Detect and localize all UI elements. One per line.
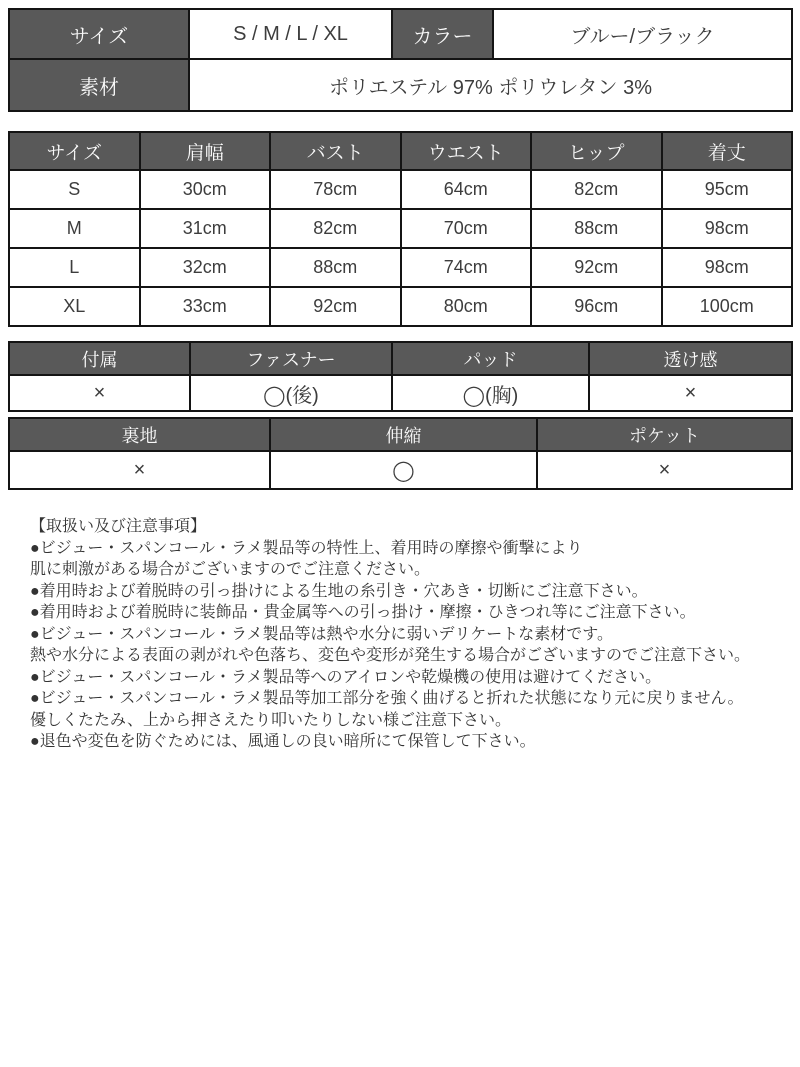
- color-value-cell: ブルー/ブラック: [493, 9, 792, 59]
- care-note-line: ●ビジュー・スパンコール・ラメ製品等へのアイロンや乾燥機の使用は避けてください。: [30, 668, 662, 686]
- measurements-header-cell: サイズ: [9, 132, 140, 170]
- material-value-cell: ポリエステル 97% ポリウレタン 3%: [189, 59, 792, 111]
- table-row: [9, 248, 792, 287]
- features-header-cell: 付属: [9, 342, 190, 375]
- measurements-header-cell: ウエスト: [401, 132, 532, 170]
- care-note-line: 優しくたたみ、上から押さえたり叩いたりしない様ご注意下さい。: [30, 711, 511, 729]
- features-header-cell: ファスナー: [190, 342, 392, 375]
- measurement-cell: 98cm: [662, 248, 793, 287]
- measurement-cell: 74cm: [401, 248, 532, 287]
- size-name-cell: XL: [9, 287, 140, 326]
- table-row: [9, 59, 792, 111]
- measurement-cell: 33cm: [140, 287, 271, 326]
- size-name-cell: L: [9, 248, 140, 287]
- measurement-cell: 78cm: [270, 170, 401, 209]
- measurement-cell: 64cm: [401, 170, 532, 209]
- measurement-cell: 96cm: [531, 287, 662, 326]
- features-header-cell: 透け感: [589, 342, 792, 375]
- measurement-cell: 32cm: [140, 248, 271, 287]
- measurement-cell: 70cm: [401, 209, 532, 248]
- features-table-b: [8, 417, 793, 490]
- measurement-cell: 95cm: [662, 170, 793, 209]
- features-header-row: [9, 418, 792, 451]
- measurements-header-cell: バスト: [270, 132, 401, 170]
- size-name-cell: M: [9, 209, 140, 248]
- care-notes-title: 【取扱い及び注意事項】: [30, 518, 207, 535]
- care-note-line: 熱や水分による表面の剥がれや色落ち、変色や変形が発生する場合がございますのでご注意下さい。: [30, 647, 751, 664]
- table-row: [9, 287, 792, 326]
- table-row: [9, 9, 792, 59]
- measurements-header-row: [9, 132, 792, 170]
- measurement-cell: 88cm: [531, 209, 662, 248]
- feature-value-cell: ×: [9, 451, 270, 489]
- features-header-cell: パッド: [392, 342, 589, 375]
- feature-value-cell: ◯: [270, 451, 537, 489]
- feature-value-cell: ×: [537, 451, 792, 489]
- measurements-header-cell: 肩幅: [140, 132, 271, 170]
- size-name-cell: S: [9, 170, 140, 209]
- care-note-line: ●着用時および着脱時に装飾品・貴金属等への引っ掛け・摩擦・ひきつれ等にご注意下さい。: [30, 604, 696, 621]
- care-notes: [30, 516, 792, 753]
- size-label-cell: サイズ: [9, 9, 189, 59]
- material-label-cell: 素材: [9, 59, 189, 111]
- features-header-row: [9, 342, 792, 375]
- measurement-cell: 98cm: [662, 209, 793, 248]
- measurement-cell: 30cm: [140, 170, 271, 209]
- features-header-cell: 伸縮: [270, 418, 537, 451]
- care-note-line: ●ビジュー・スパンコール・ラメ製品等の特性上、着用時の摩擦や衝撃により: [30, 539, 583, 557]
- measurement-cell: 92cm: [270, 287, 401, 326]
- product-summary-table: [8, 8, 793, 112]
- measurements-header-cell: ヒップ: [531, 132, 662, 170]
- size-value-cell: S / M / L / XL: [189, 9, 392, 59]
- feature-value-cell: ◯(胸): [392, 375, 589, 411]
- table-row: [9, 375, 792, 411]
- measurement-cell: 100cm: [662, 287, 793, 326]
- table-row: [9, 170, 792, 209]
- measurement-cell: 80cm: [401, 287, 532, 326]
- care-note-line: ●ビジュー・スパンコール・ラメ製品等は熱や水分に弱いデリケートな素材です。: [30, 625, 613, 643]
- measurement-cell: 31cm: [140, 209, 271, 248]
- table-row: [9, 451, 792, 489]
- measurements-table: [8, 131, 793, 327]
- measurement-cell: 92cm: [531, 248, 662, 287]
- features-header-cell: 裏地: [9, 418, 270, 451]
- care-note-line: ●着用時および着脱時の引っ掛けによる生地の糸引き・穴あき・切断にご注意下さい。: [30, 582, 648, 600]
- measurement-cell: 88cm: [270, 248, 401, 287]
- care-note-line: 肌に刺激がある場合がございますのでご注意ください。: [30, 561, 431, 578]
- table-row: [9, 209, 792, 248]
- color-label-cell: カラー: [392, 9, 493, 59]
- feature-value-cell: ×: [589, 375, 792, 411]
- care-note-line: ●ビジュー・スパンコール・ラメ製品等加工部分を強く曲げると折れた状態になり元に戻りません。: [30, 690, 744, 707]
- feature-value-cell: ◯(後): [190, 375, 392, 411]
- measurement-cell: 82cm: [270, 209, 401, 248]
- features-table-a: [8, 341, 793, 412]
- feature-value-cell: ×: [9, 375, 190, 411]
- measurements-header-cell: 着丈: [662, 132, 793, 170]
- care-note-line: ●退色や変色を防ぐためには、風通しの良い暗所にて保管して下さい。: [30, 733, 536, 750]
- measurement-cell: 82cm: [531, 170, 662, 209]
- features-header-cell: ポケット: [537, 418, 792, 451]
